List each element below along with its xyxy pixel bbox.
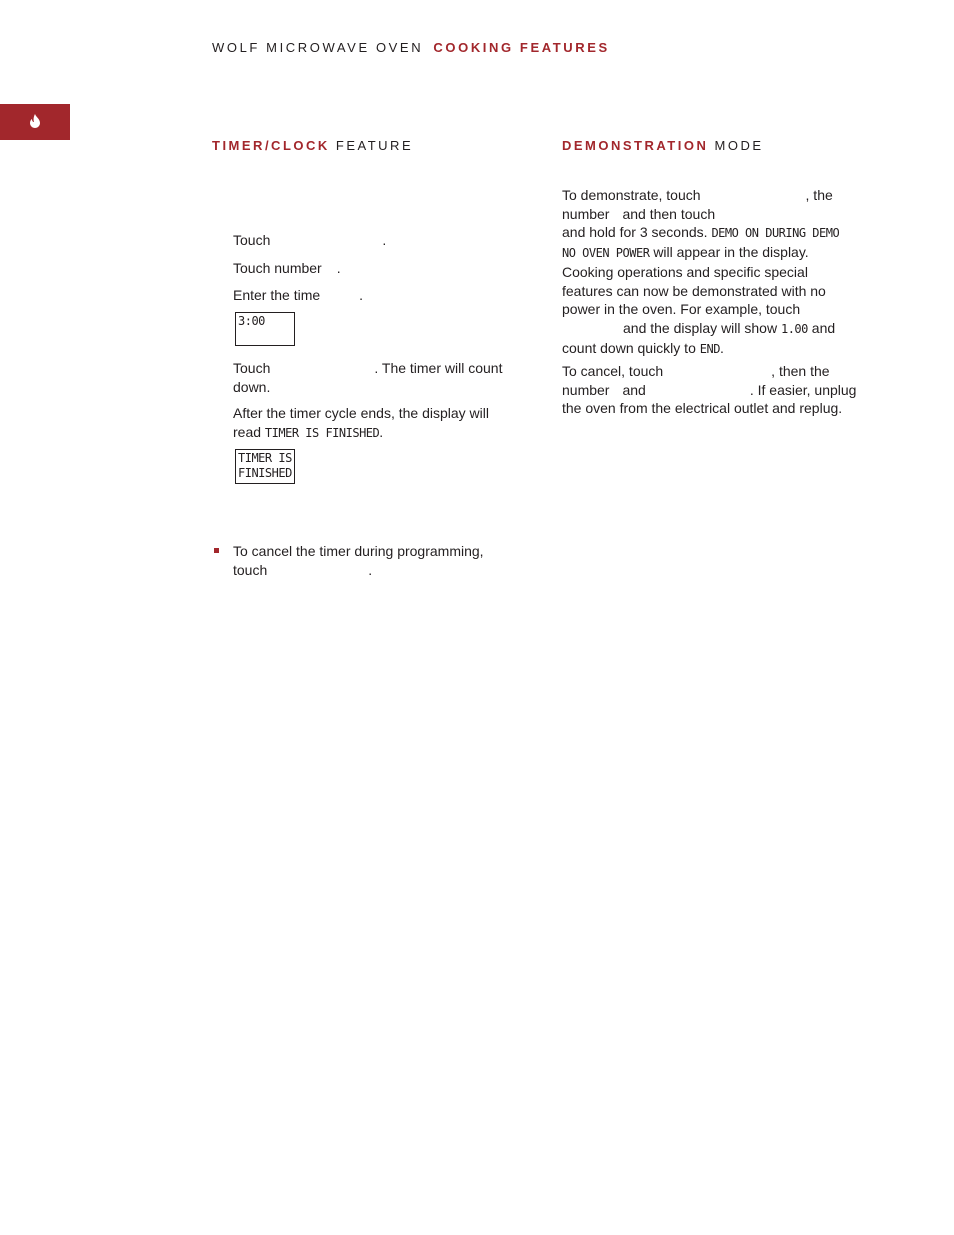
step-text: Touch number [233, 260, 322, 276]
running-header [212, 40, 610, 55]
timer-title-rest: FEATURE [335, 138, 414, 153]
demo-text: number [562, 381, 610, 398]
step-text: After the timer cycle ends, the display will [233, 405, 489, 421]
demo-text: Cooking operations and specific special [562, 263, 808, 280]
timer-step-4 [233, 359, 533, 396]
step-text: down. [233, 378, 271, 395]
demo-text: and then touch [622, 205, 716, 222]
display-text: NO OVEN POWER [562, 246, 650, 261]
timer-step-2 [233, 259, 341, 278]
demo-text: power in the oven. For example, touch [562, 301, 801, 318]
demo-title-rest: MODE [714, 138, 764, 153]
note-text: touch [233, 561, 268, 578]
step-text: Touch [233, 232, 271, 248]
demo-text: features can now be demonstrated with no [562, 282, 826, 299]
step-text: read [233, 423, 262, 440]
demo-paragraph [562, 186, 892, 358]
demo-text: count down quickly to [562, 339, 696, 356]
timer-section-title [212, 138, 413, 153]
step-text: . [336, 260, 341, 276]
demo-cancel-paragraph [562, 362, 892, 418]
display-finished [235, 449, 295, 484]
step-text: . [382, 232, 387, 248]
demo-text: , then the [771, 363, 830, 379]
demo-text: the oven from the electrical outlet and replug. [562, 400, 843, 417]
flame-icon [29, 114, 41, 128]
step-text: . [359, 287, 364, 303]
timer-step-1 [233, 231, 386, 250]
demo-section-title [562, 138, 764, 153]
display-finished-line2: FINISHED [238, 466, 292, 480]
display-time-value: 3:00 [238, 314, 265, 328]
note-text: . [368, 561, 373, 578]
demo-text: . If easier, unplug [749, 381, 857, 398]
step-text: Enter the time [233, 287, 321, 303]
note-bullet [214, 548, 219, 553]
demo-title-accent: DEMONSTRATION [562, 138, 709, 153]
demo-text: and the display will show [623, 319, 778, 336]
display-text: 1.00 [780, 321, 808, 336]
header-section: COOKING FEATURES [433, 40, 610, 55]
step-text: Touch [233, 360, 271, 376]
display-text: TIMER IS FINISHED [264, 425, 380, 440]
demo-text: number [562, 205, 610, 222]
demo-text: will appear in the display. [653, 244, 809, 261]
timer-cancel-note [233, 542, 533, 579]
timer-title-accent: TIMER/CLOCK [212, 138, 330, 153]
display-finished-line1: TIMER IS [238, 451, 292, 465]
timer-step-5 [233, 404, 533, 442]
display-text: DEMO ON DURING DEMO [711, 226, 840, 241]
display-text: END [699, 341, 720, 356]
demo-text: To cancel, touch [562, 363, 664, 379]
demo-text: , the [805, 187, 833, 203]
demo-text: and [622, 381, 646, 398]
demo-text: To demonstrate, touch [562, 187, 701, 203]
step-text: . [379, 423, 384, 440]
demo-text: and hold for 3 seconds. [562, 224, 708, 241]
demo-text: . [719, 339, 724, 356]
timer-step-3 [233, 286, 363, 305]
demo-text: and [811, 319, 836, 336]
section-tab [0, 104, 70, 140]
step-text: . The timer will count [374, 360, 503, 376]
header-title: WOLF MICROWAVE OVEN [212, 40, 424, 55]
display-time [235, 312, 295, 346]
note-text: To cancel the timer during programming, [233, 543, 484, 559]
